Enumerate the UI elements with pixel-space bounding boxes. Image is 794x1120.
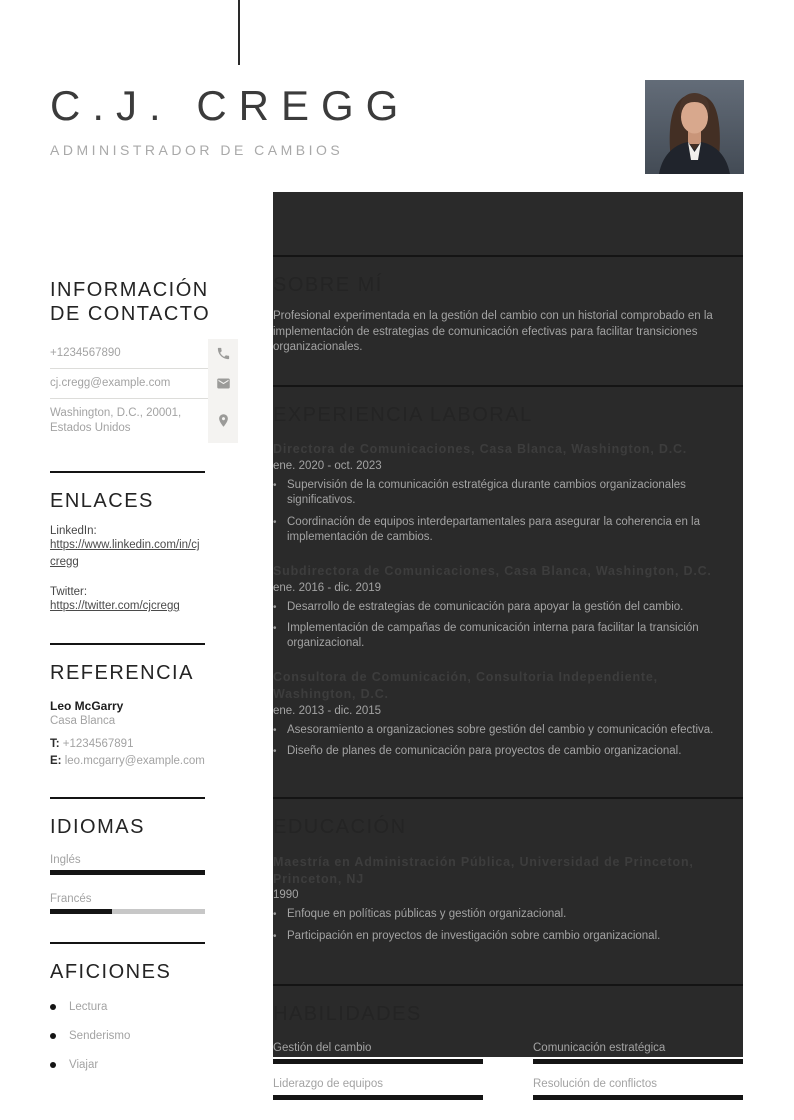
address-value: Washington, D.C., 20001, Estados Unidos <box>50 406 182 434</box>
about-text: Profesional experimentada en la gestión del cambio con un historial comprobado en la implementación de estrategias de comunicación efectivas para facilitar transiciones organizacionales. <box>273 310 713 353</box>
hobby-item <box>50 1059 205 1071</box>
reference-email-label: E: <box>50 755 62 768</box>
reference-name: Leo McGarry <box>50 699 124 714</box>
education-section <box>273 797 743 943</box>
language-bar-fill <box>50 909 112 914</box>
skill-item <box>273 1042 483 1064</box>
skill-bar-fill <box>273 1095 483 1100</box>
bullet-marker: • <box>273 622 277 634</box>
job-title: Directora de Comunicaciones, Casa Blanca, Washington, D.C. <box>273 442 688 457</box>
sidebar <box>50 278 238 1071</box>
header <box>50 82 410 158</box>
skill-bar-track <box>273 1095 483 1100</box>
bullet-item <box>273 744 743 759</box>
reference-section <box>50 643 205 769</box>
twitter-url-link[interactable]: https://twitter.com/cjcregg <box>50 600 180 613</box>
links-section <box>50 471 205 615</box>
hobby-item <box>50 1030 205 1042</box>
language-bar-track <box>50 870 205 875</box>
hobbies-heading: AFICIONES <box>50 960 172 983</box>
language-bar-fill <box>50 870 205 875</box>
contact-row-address <box>50 399 238 443</box>
skill-bar-fill <box>533 1059 743 1064</box>
candidate-title: ADMINISTRADOR DE CAMBIOS <box>50 142 344 158</box>
bullet-item <box>273 723 743 738</box>
language-item-french <box>50 893 205 914</box>
phone-icon <box>208 339 238 369</box>
job-title: Subdirectora de Comunicaciones, Casa Blanca, Washington, D.C. <box>273 563 712 578</box>
bullet-item <box>273 621 743 651</box>
contact-heading: INFORMACIÓN DE CONTACTO <box>50 279 211 326</box>
languages-section <box>50 797 205 913</box>
hobby-item <box>50 1001 205 1013</box>
skill-item <box>273 1078 483 1100</box>
job-dates: ene. 2020 - oct. 2023 <box>273 460 382 473</box>
skill-name: Comunicación estratégica <box>533 1042 666 1055</box>
reference-phone-label: T: <box>50 738 60 751</box>
bullet-marker: • <box>273 516 277 528</box>
bullet-item <box>273 478 743 508</box>
job-dates: ene. 2013 - dic. 2015 <box>273 705 382 717</box>
bullet-marker: • <box>273 725 277 736</box>
job-bullets <box>273 478 743 545</box>
skill-bar-track <box>533 1095 743 1100</box>
location-pin-icon <box>208 399 238 443</box>
job-dates: ene. 2016 - dic. 2019 <box>273 581 382 594</box>
linkedin-url-link[interactable]: https://www.linkedin.com/in/cjcregg <box>50 538 200 568</box>
skill-bar-fill <box>533 1095 743 1100</box>
main-column <box>273 255 743 1100</box>
skill-name: Gestión del cambio <box>273 1042 372 1055</box>
hobbies-section <box>50 942 205 1071</box>
languages-heading: IDIOMAS <box>50 816 145 839</box>
bullet-marker: • <box>273 930 277 942</box>
skill-name: Resolución de conflictos <box>533 1078 658 1091</box>
education-heading: EDUCACIÓN <box>273 816 407 839</box>
profile-photo <box>645 80 744 174</box>
contact-section <box>50 278 238 443</box>
bullet-marker: • <box>273 601 277 613</box>
reference-email-line <box>50 754 205 769</box>
education-bullets <box>273 907 743 943</box>
reference-heading: REFERENCIA <box>50 661 194 684</box>
bullet-marker: • <box>273 746 277 758</box>
bullet-text: Desarrollo de estrategias de comunicación para apoyar la gestión del cambio. <box>287 600 684 613</box>
contact-rows <box>50 339 238 443</box>
bullet-dot-icon <box>50 1062 56 1068</box>
skills-section <box>273 984 743 1100</box>
bullet-dot-icon <box>50 1004 56 1010</box>
job-entry <box>273 669 743 759</box>
twitter-label: Twitter: <box>50 586 88 599</box>
about-heading: SOBRE MÍ <box>273 274 383 296</box>
link-item-linkedin <box>50 525 205 570</box>
top-divider-line <box>238 0 240 65</box>
language-bar-track <box>50 909 205 914</box>
skill-item <box>533 1042 743 1064</box>
bullet-item <box>273 907 743 922</box>
experience-heading: EXPERIENCIA LABORAL <box>273 403 533 426</box>
degree-title: Maestría en Administración Pública, Universidad de Princeton, Princeton, NJ <box>273 854 694 886</box>
skill-name: Liderazgo de equipos <box>273 1078 383 1091</box>
bullet-text: Implementación de campañas de comunicación interna para facilitar la transición organizacional. <box>287 621 699 650</box>
links-heading: ENLACES <box>50 489 154 512</box>
contact-row-phone <box>50 339 238 369</box>
bullet-text: Supervisión de la comunicación estratégica durante cambios organizacionales significativos. <box>287 479 686 507</box>
language-name: Inglés <box>50 853 81 866</box>
job-title: Consultora de Comunicación, Consultoria Independiente, Washington, D.C. <box>273 670 658 702</box>
language-name: Francés <box>50 892 92 905</box>
about-section <box>273 255 743 355</box>
linkedin-label: LinkedIn: <box>50 524 97 537</box>
job-entry <box>273 441 743 545</box>
reference-phone-line <box>50 737 205 752</box>
job-bullets <box>273 723 743 759</box>
job-entry <box>273 563 743 651</box>
link-item-twitter <box>50 586 205 615</box>
language-item-english <box>50 854 205 875</box>
hobby-label: Senderismo <box>69 1029 131 1042</box>
skills-heading: HABILIDADES <box>273 1002 422 1025</box>
skills-grid <box>273 1042 743 1100</box>
skill-bar-fill <box>273 1059 483 1064</box>
reference-phone-value: +1234567891 <box>62 738 134 751</box>
email-value: cj.cregg@example.com <box>50 369 208 399</box>
bullet-text: Enfoque en políticas públicas y gestión organizacional. <box>287 908 567 921</box>
experience-section <box>273 385 743 759</box>
bullet-marker: • <box>273 480 277 492</box>
candidate-name: C.J. CREGG <box>50 82 411 129</box>
phone-value: +1234567890 <box>50 339 208 369</box>
bullet-text: Diseño de planes de comunicación para proyectos de cambio organizacional. <box>287 745 682 758</box>
bullet-item <box>273 515 743 545</box>
hobby-label: Viajar <box>69 1058 99 1071</box>
reference-email-value: leo.mcgarry@example.com <box>64 755 205 768</box>
bullet-text: Participación en proyectos de investigación sobre cambio organizacional. <box>287 929 661 942</box>
contact-row-email <box>50 369 238 399</box>
bullet-text: Coordinación de equipos interdepartamentales para asegurar la coherencia en la implementación de cambios. <box>287 515 700 543</box>
reference-company: Casa Blanca <box>50 715 116 728</box>
degree-year: 1990 <box>273 889 299 902</box>
skill-bar-track <box>533 1059 743 1064</box>
bullet-item <box>273 929 743 944</box>
skill-bar-track <box>273 1059 483 1064</box>
bullet-marker: • <box>273 909 277 921</box>
job-bullets <box>273 600 743 652</box>
hobby-label: Lectura <box>69 1000 108 1013</box>
skill-item <box>533 1078 743 1100</box>
bullet-dot-icon <box>50 1033 56 1039</box>
email-icon <box>208 369 238 399</box>
bullet-text: Asesoramiento a organizaciones sobre gestión del cambio y comunicación efectiva. <box>287 724 714 736</box>
education-entry <box>273 854 743 944</box>
bullet-item <box>273 600 743 615</box>
